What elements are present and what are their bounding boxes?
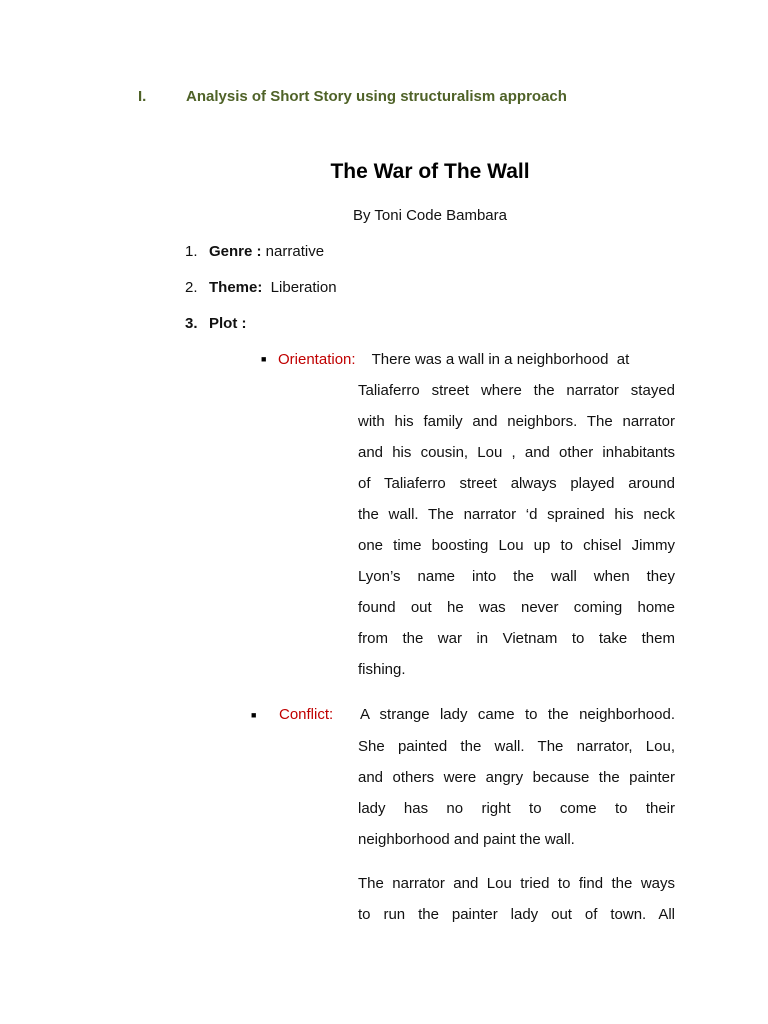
list-number: 2. — [185, 279, 198, 296]
bullet-icon: ■ — [251, 710, 257, 720]
paragraph-line: from the war in Vietnam to take them — [358, 630, 675, 647]
bullet-icon: ■ — [261, 354, 267, 364]
list-value: narrative — [261, 243, 325, 260]
paragraph-line: The narrator and Lou tried to find the ways — [358, 875, 675, 892]
paragraph-line: to run the painter lady out of town. All — [358, 906, 675, 923]
story-byline: By Toni Code Bambara — [353, 207, 507, 224]
orientation-first-text: There was a wall in a neighborhood at — [371, 351, 630, 368]
list-item-plot — [185, 315, 247, 332]
conflict-first-text: A strange lady came to the neighborhood. — [360, 706, 675, 723]
list-item-theme — [185, 279, 337, 296]
conflict-term: Conflict: — [279, 706, 334, 723]
paragraph-line: found out he was never coming home — [358, 599, 675, 616]
paragraph-line: Lyon’s name into the wall when they — [358, 568, 675, 585]
list-number: 3. — [185, 315, 198, 332]
list-item-genre — [185, 243, 324, 260]
orientation-term: Orientation: — [278, 351, 356, 368]
conflict-paragraph-2 — [358, 868, 675, 930]
paragraph-line: and his cousin, Lou , and other inhabitants — [358, 444, 675, 461]
paragraph-line: neighborhood and paint the wall. — [358, 831, 575, 848]
paragraph-line: lady has no right to come to their — [358, 800, 675, 817]
paragraph-line: with his family and neighbors. The narrator — [358, 413, 675, 430]
paragraph-line: Taliaferro street where the narrator stayed — [358, 382, 675, 399]
list-label: Theme: — [209, 279, 263, 296]
orientation-first-line — [278, 351, 629, 368]
orientation-paragraph — [358, 375, 675, 685]
paragraph-line: and others were angry because the painter — [358, 769, 675, 786]
section-heading — [138, 88, 567, 105]
paragraph-line: one time boosting Lou up to chisel Jimmy — [358, 537, 675, 554]
list-value: Liberation — [262, 279, 337, 296]
list-label: Genre : — [209, 243, 262, 260]
paragraph-line: of Taliaferro street always played around — [358, 475, 675, 492]
list-label: Plot : — [209, 315, 247, 332]
list-number: 1. — [185, 243, 198, 260]
story-title: The War of The Wall — [330, 160, 530, 183]
paragraph-line: She painted the wall. The narrator, Lou, — [358, 738, 675, 755]
section-heading-text: Analysis of Short Story using structuralism approach — [186, 88, 567, 105]
conflict-first-line — [279, 706, 333, 723]
paragraph-line: the wall. The narrator ‘d sprained his neck — [358, 506, 675, 523]
section-numeral: I. — [138, 88, 147, 105]
paragraph-line: fishing. — [358, 661, 406, 678]
conflict-paragraph — [358, 731, 675, 855]
conflict-first-text-row — [360, 706, 675, 723]
